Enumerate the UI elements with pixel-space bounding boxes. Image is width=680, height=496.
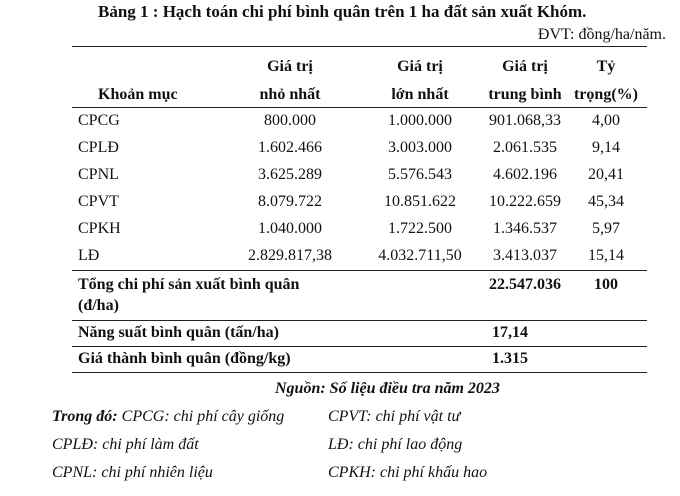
row-max: 1.000.000	[388, 112, 452, 129]
row-min: 2.829.817,38	[248, 247, 332, 264]
row-min: 800.000	[264, 112, 316, 129]
header-avg-line1: Giá trị	[502, 58, 548, 75]
row-item: CPKH	[78, 220, 121, 237]
row-avg: 3.413.037	[493, 247, 557, 264]
table-title: Bảng 1 : Hạch toán chi phí bình quân trên 1 ha đất sản xuất Khóm.	[98, 2, 587, 21]
header-share-line2: trọng(%)	[574, 86, 638, 103]
table-bottom-rule	[72, 372, 647, 373]
header-rule	[72, 107, 647, 108]
row-item: CPVT	[78, 193, 119, 210]
productivity-label: Năng suất bình quân (tấn/ha)	[78, 324, 279, 341]
cost-price-value: 1.315	[492, 350, 528, 367]
row-share: 15,14	[588, 247, 624, 264]
row-avg: 901.068,33	[489, 112, 561, 129]
total-rule	[72, 270, 647, 271]
row-share: 45,34	[588, 193, 624, 210]
header-min-line1: Giá trị	[267, 58, 313, 75]
row-item: CPCG	[78, 112, 120, 129]
note-ld: LĐ: chi phí lao động	[328, 436, 463, 453]
header-max-line1: Giá trị	[397, 58, 443, 75]
row-max: 4.032.711,50	[378, 247, 462, 264]
total-label-line2: (đ/ha)	[78, 297, 119, 314]
productivity-rule	[72, 320, 647, 321]
header-avg-line2: trung bình	[488, 86, 562, 103]
row-avg: 2.061.535	[493, 139, 557, 156]
row-share: 9,14	[592, 139, 620, 156]
row-max: 5.576.543	[388, 166, 452, 183]
row-avg: 10.222.659	[489, 193, 561, 210]
note-cpkh: CPKH: chi phí khấu hao	[328, 464, 488, 481]
row-avg: 1.346.537	[493, 220, 557, 237]
note-cpvt: CPVT: chi phí vật tư	[328, 408, 461, 425]
table-top-rule	[72, 46, 647, 47]
total-label-line1: Tổng chi phí sản xuất bình quân	[78, 276, 300, 293]
row-max: 10.851.622	[384, 193, 456, 210]
row-min: 1.602.466	[258, 139, 322, 156]
row-item: CPNL	[78, 166, 119, 183]
row-share: 20,41	[588, 166, 624, 183]
header-max-line2: lớn nhất	[391, 86, 449, 103]
row-share: 5,97	[592, 220, 620, 237]
row-max: 3.003.000	[388, 139, 452, 156]
unit-label: ĐVT: đồng/ha/năm.	[537, 26, 666, 43]
note-line-cpcg	[52, 408, 284, 426]
row-item: LĐ	[78, 247, 100, 264]
cost-price-label: Giá thành bình quân (đồng/kg)	[78, 350, 291, 367]
row-max: 1.722.500	[388, 220, 452, 237]
source-note: Nguồn: Số liệu điều tra năm 2023	[275, 380, 500, 397]
row-avg: 4.602.196	[493, 166, 557, 183]
total-avg: 22.547.036	[489, 276, 561, 293]
row-min: 3.625.289	[258, 166, 322, 183]
header-item: Khoản mục	[98, 86, 178, 103]
note-prefix: Trong đó:	[52, 408, 118, 425]
cost-price-rule	[72, 346, 647, 347]
total-share: 100	[594, 276, 618, 293]
row-min: 1.040.000	[258, 220, 322, 237]
row-item: CPLĐ	[78, 139, 119, 156]
header-share-line1: Tỷ	[596, 58, 616, 75]
note-cpcg: CPCG: chi phí cây giống	[121, 408, 285, 425]
productivity-value: 17,14	[492, 324, 528, 341]
note-cpnl: CPNL: chi phí nhiên liệu	[52, 464, 213, 481]
header-min-line2: nhỏ nhất	[259, 86, 321, 103]
note-cpld: CPLĐ: chi phí làm đất	[52, 436, 199, 453]
row-min: 8.079.722	[258, 193, 322, 210]
row-share: 4,00	[592, 112, 620, 129]
